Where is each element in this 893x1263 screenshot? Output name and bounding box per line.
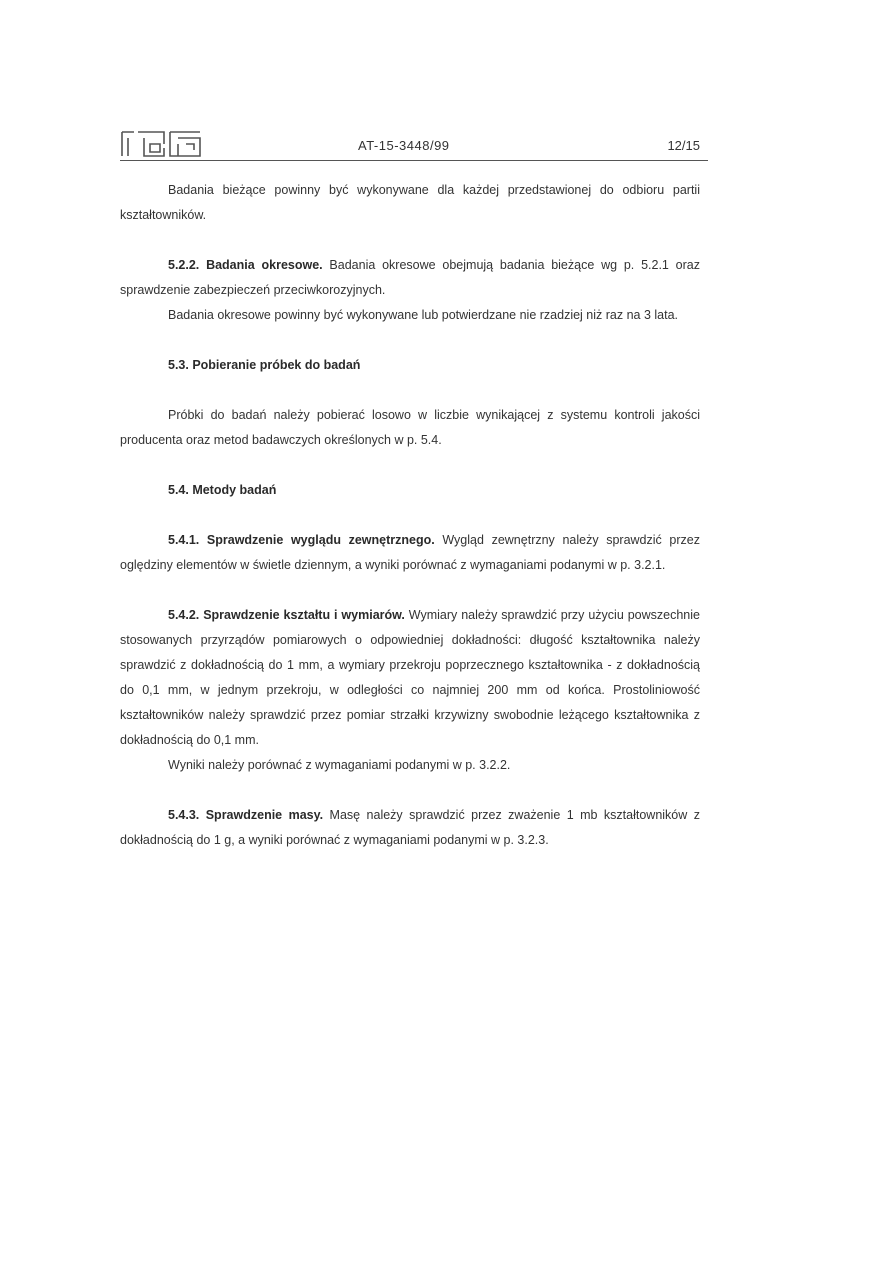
heading-5-3: 5.3. Pobieranie próbek do badań	[168, 358, 361, 372]
heading-5-4-2: 5.4.2. Sprawdzenie kształtu i wymiarów.	[168, 608, 405, 622]
document-body	[120, 178, 700, 853]
heading-5-4: 5.4. Metody badań	[168, 483, 277, 497]
header-divider	[120, 160, 708, 161]
paragraph-5-3: Próbki do badań należy pobierać losowo w liczbie wynikającej z systemu kontroli jakości producenta oraz metod badawczych określonych w p. 5.4.	[120, 408, 700, 447]
paragraph-5-4-2-results: Wyniki należy porównać z wymaganiami podanymi w p. 3.2.2.	[168, 758, 511, 772]
section-5-4-3	[120, 803, 700, 853]
heading-5-2-2: 5.2.2. Badania okresowe.	[168, 258, 323, 272]
page-number: 12/15	[667, 138, 700, 153]
text-5-4-1: Wygląd zewnętrzny należy sprawdzić przez oględziny elementów w świetle dziennym, a wyniki porównać z wymaganiami podanymi w p. 3.2.1.	[120, 533, 700, 572]
section-5-4-2	[120, 603, 700, 753]
itb-logo	[120, 128, 204, 158]
paragraph-intro: Badania bieżące powinny być wykonywane dla każdej przedstawionej do odbioru partii kształtowników.	[120, 183, 700, 222]
page-header	[120, 128, 708, 164]
paragraph-5-2-2-frequency: Badania okresowe powinny być wykonywane lub potwierdzane nie rzadziej niż raz na 3 lata.	[168, 308, 679, 322]
document-number: AT-15-3448/99	[358, 138, 450, 153]
text-5-4-2: Wymiary należy sprawdzić przy użyciu powszechnie stosowanych przyrządów pomiarowych o odpowiedniej dokładności: długość kształtownika należy sprawdzić z dokładnością do 1 mm, a wymiary przekroju poprzecznego kształtownika - z dokładnością do 0,1 mm, w jednym przekroju, w odległości co najmniej 200 mm od końca. Prostoliniowość kształtowników należy sprawdzić przez pomiar strzałki krzywizny swobodnie leżącego kształtownika z dokładnością do 0,1 mm.	[120, 608, 700, 747]
heading-5-4-3: 5.4.3. Sprawdzenie masy.	[168, 808, 324, 822]
text-5-2-2: Badania okresowe obejmują badania bieżące wg p. 5.2.1 oraz sprawdzenie zabezpieczeń przeciwkorozyjnych.	[120, 258, 700, 297]
section-5-4-1	[120, 528, 700, 578]
text-5-4-3: Masę należy sprawdzić przez zważenie 1 mb kształtowników z dokładnością do 1 g, a wyniki porównać z wymaganiami podanymi w p. 3.2.3.	[120, 808, 700, 847]
heading-5-4-1: 5.4.1. Sprawdzenie wyglądu zewnętrznego.	[168, 533, 435, 547]
section-5-2-2	[120, 253, 700, 303]
